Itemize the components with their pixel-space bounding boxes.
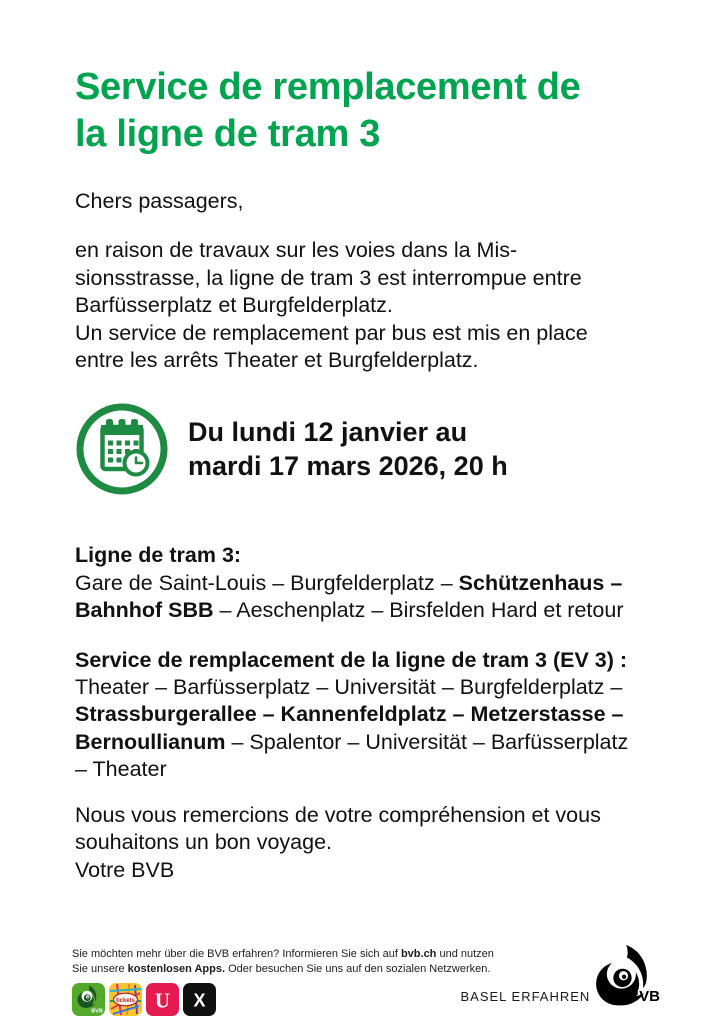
brand-name: BVB [628, 988, 660, 1005]
closing-line: souhaitons un bon voyage. [75, 830, 333, 855]
date-range [188, 415, 508, 483]
tram-line-section [75, 542, 667, 624]
tram-line-heading: Ligne de tram 3: [75, 543, 242, 568]
notice-content [75, 0, 667, 884]
closing-line: Nous vous remercions de votre compréhension et vous [75, 802, 601, 827]
footer-smallprint [72, 947, 494, 977]
greeting: Chers passagers, [75, 189, 244, 213]
intro-paragraph [75, 237, 667, 374]
smallprint-text: Sie unsere [72, 963, 128, 975]
smallprint-text: und nutzen [436, 948, 494, 960]
u-abo-app-icon [146, 983, 179, 1016]
x-social-icon [183, 983, 216, 1016]
intro-line: en raison de travaux sur les voies dans la Mis- [75, 238, 518, 263]
bus-route-segment-bold: Bernoullianum [75, 729, 226, 754]
u-abo-label: U [154, 988, 171, 1013]
smallprint-apps-bold: kostenlosen Apps. [127, 963, 226, 975]
smallprint-text: Sie möchten mehr über die BVB erfahren? Informieren Sie sich auf [72, 948, 401, 960]
x-social-label: X [193, 990, 206, 1011]
bus-route-segment: – Theater [75, 757, 167, 782]
intro-line: sionsstrasse, la ligne de tram 3 est interrompue entre [75, 265, 582, 290]
tram-route-segment-bold: Schützenhaus – [458, 570, 623, 595]
bus-route-segment: – Spalentor – Universität – Barfüsserplatz [225, 729, 629, 754]
page-title [75, 64, 667, 158]
bvb-brand-logo [460, 943, 660, 1007]
page-title-line2: la ligne de tram 3 [75, 113, 381, 155]
date-range-line1: Du lundi 12 janvier au [188, 417, 468, 448]
intro-line: entre les arrêts Theater et Burgfelderplatz. [75, 348, 479, 373]
intro-line: Un service de remplacement par bus est mis en place [75, 320, 588, 345]
tram-route-segment: Gare de Saint-Louis – Burgfelderplatz – [75, 570, 459, 595]
calendar-clock-icon [75, 402, 169, 496]
brand-wordmark: BASEL ERFAHREN [460, 989, 591, 1004]
bvb-app-icon [72, 983, 105, 1016]
date-range-line2: mardi 17 mars 2026, 20 h [188, 451, 508, 482]
smallprint-text: Oder besuchen Sie uns auf den sozialen Netzwerken. [225, 963, 491, 975]
page-title-line1: Service de remplacement de [75, 66, 581, 108]
tickets-app-icon [109, 983, 142, 1016]
tickets-app-label: tickets [115, 997, 136, 1004]
tram-route-segment-bold: Bahnhof SBB [75, 598, 214, 623]
intro-line: Barfüsserplatz et Burgfelderplatz. [75, 293, 393, 318]
bus-route-segment: Theater – Barfüsserplatz – Universität – Burgfelderplatz – [75, 675, 623, 700]
replacement-service-section [75, 647, 667, 784]
bvb-app-label: BVB [91, 1008, 103, 1015]
bus-route-segment-bold: Strassburgerallee – Kannenfeldplatz – Metzerstasse – [75, 702, 624, 727]
app-icons-row [72, 983, 216, 1016]
replacement-service-heading: Service de remplacement de la ligne de tram 3 (EV 3) : [75, 647, 628, 672]
date-row [75, 402, 667, 496]
closing-line: Votre BVB [75, 857, 175, 882]
smallprint-bvb-ch: bvb.ch [400, 948, 437, 960]
closing-paragraph [75, 802, 667, 884]
tram-route-segment: – Aeschenplatz – Birsfelden Hard et retour [213, 598, 624, 623]
